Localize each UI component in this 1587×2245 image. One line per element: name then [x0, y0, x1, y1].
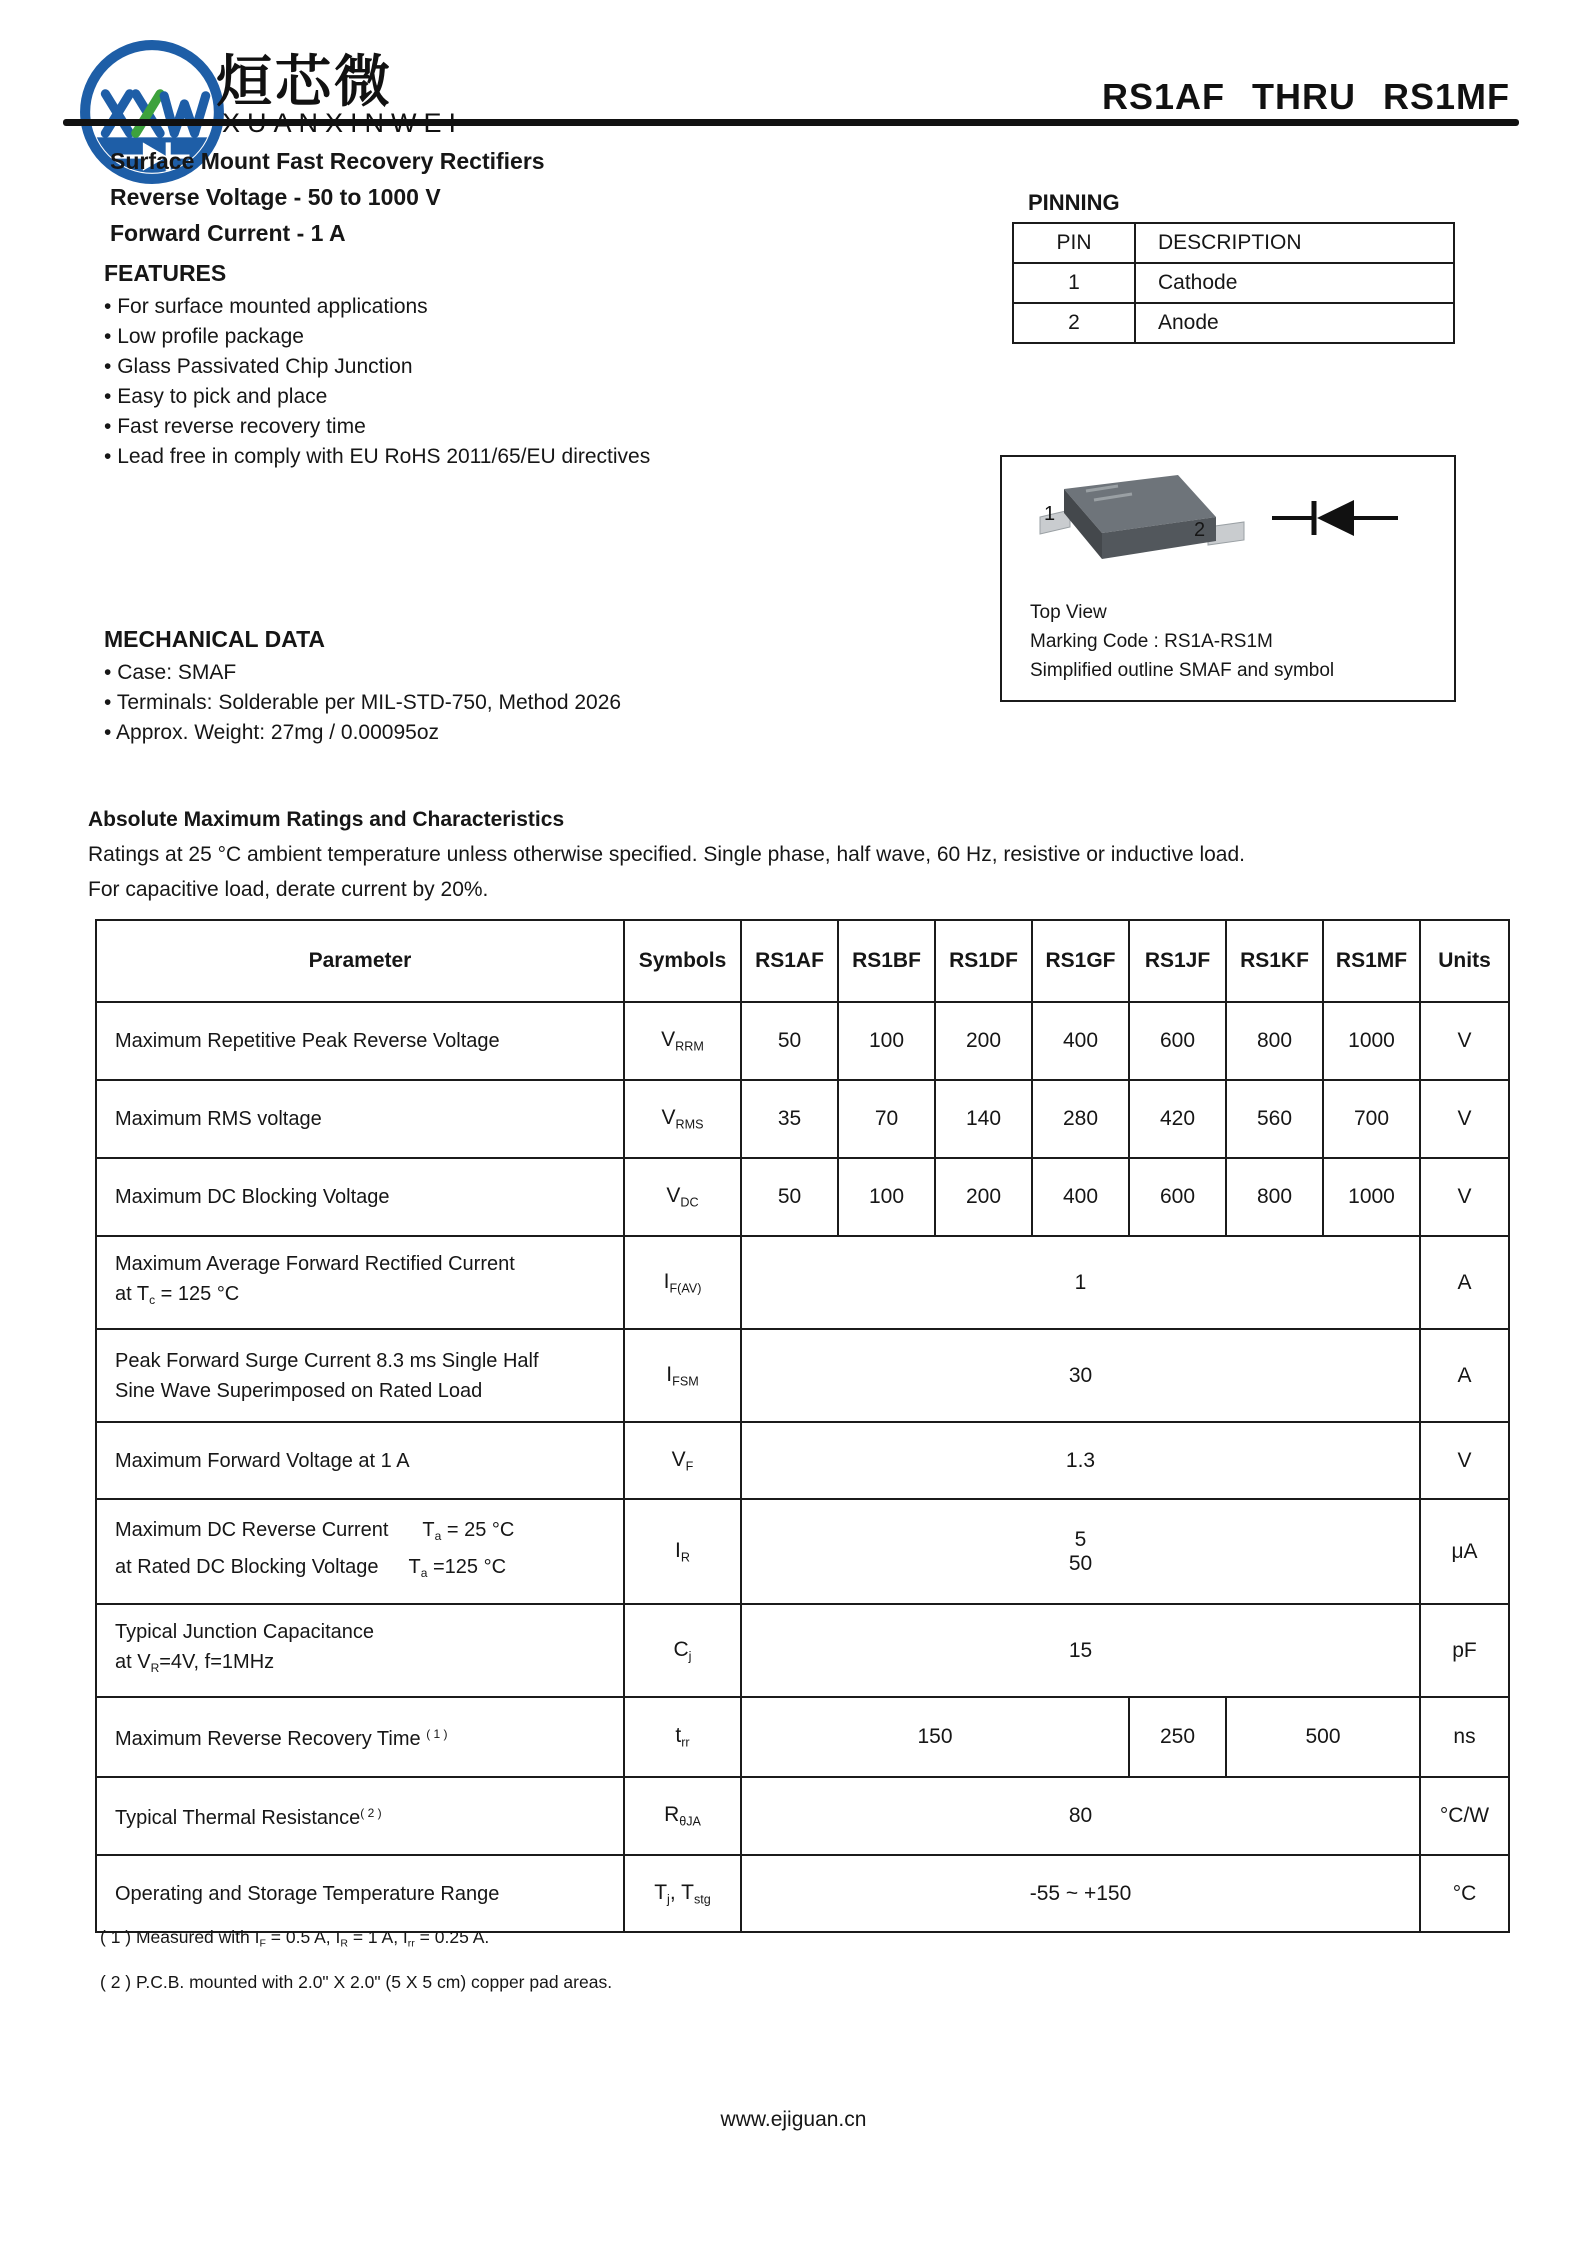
value-cell: 700	[1323, 1080, 1420, 1158]
value-cell: 400	[1032, 1158, 1129, 1236]
package-outline-box	[1000, 455, 1456, 702]
pin-description: Cathode	[1135, 263, 1454, 303]
column-header: Parameter	[96, 920, 624, 1002]
column-header: RS1KF	[1226, 920, 1323, 1002]
column-header: Units	[1420, 920, 1509, 1002]
units-cell: °C/W	[1420, 1777, 1509, 1855]
pinning-heading: PINNING	[1028, 190, 1120, 215]
value-cell: 1000	[1323, 1158, 1420, 1236]
diode-symbol	[1270, 495, 1400, 541]
symbol-cell: $R_{\theta JA}$	[624, 1777, 741, 1855]
symbol-cell: $t_{rr}$	[624, 1697, 741, 1777]
column-header: RS1JF	[1129, 920, 1226, 1002]
pin-column-header: PIN	[1013, 223, 1135, 263]
value-cell: -55 ~ +150	[741, 1855, 1420, 1932]
mechanical-list	[104, 658, 621, 748]
top-view-caption: Top View	[1030, 602, 1107, 623]
outline-caption: Simplified outline SMAF and symbol	[1030, 660, 1335, 681]
units-cell: V	[1420, 1080, 1509, 1158]
product-subtitle: Surface Mount Fast Recovery Rectifiers	[110, 148, 545, 174]
pinning-table	[1012, 222, 1455, 344]
value-cell: 800	[1226, 1002, 1323, 1080]
table-row	[96, 1697, 1509, 1777]
ratings-note-line2: For capacitive load, derate current by 20%.	[88, 878, 489, 901]
value-cell: 140	[935, 1080, 1032, 1158]
table-row	[96, 1422, 1509, 1499]
page-title: RS1AF THRU RS1MF	[1101, 76, 1510, 117]
ratings-table	[95, 919, 1510, 1933]
header-rule	[63, 119, 1519, 126]
mechanical-heading: MECHANICAL DATA	[104, 626, 326, 652]
value-cell: 50	[741, 1158, 838, 1236]
parameter-cell: Maximum Average Forward Rectified Current at $T_c = 125$ °C	[96, 1236, 624, 1329]
features-list	[104, 292, 650, 472]
ratings-note-line1: Ratings at 25 °C ambient temperature unless otherwise specified. Single phase, half wave, 60 Hz, resistive or inductive load.	[88, 843, 1245, 866]
value-cell: 800	[1226, 1158, 1323, 1236]
column-header: RS1AF	[741, 920, 838, 1002]
parameter-cell: Maximum Repetitive Peak Reverse Voltage	[96, 1002, 624, 1080]
ratings-table-header-row	[96, 920, 1509, 1002]
symbol-cell: $I_{FSM}$	[624, 1329, 741, 1422]
parameter-cell: Peak Forward Surge Current 8.3 ms Single Half Sine Wave Superimposed on Rated Load	[96, 1329, 624, 1422]
units-cell: pF	[1420, 1604, 1509, 1697]
value-cell: 1000	[1323, 1002, 1420, 1080]
pin-number: 2	[1013, 303, 1135, 343]
value-cell: 200	[935, 1002, 1032, 1080]
units-cell: V	[1420, 1422, 1509, 1499]
units-cell: A	[1420, 1236, 1509, 1329]
parameter-cell: Maximum DC Reverse Current $T_a = 25$ °C at Rated DC Blocking Voltage $T_a =125$ °C	[96, 1499, 624, 1604]
value-cell: 5 50	[741, 1499, 1420, 1604]
pinning-row	[1013, 263, 1454, 303]
footnotes	[100, 1918, 612, 2001]
column-header: RS1DF	[935, 920, 1032, 1002]
column-header: RS1GF	[1032, 920, 1129, 1002]
value-cell: 400	[1032, 1002, 1129, 1080]
value-cell: 600	[1129, 1158, 1226, 1236]
units-cell: A	[1420, 1329, 1509, 1422]
symbol-cell: $V_{RMS}$	[624, 1080, 741, 1158]
units-cell: V	[1420, 1002, 1509, 1080]
value-cell: 600	[1129, 1002, 1226, 1080]
table-row	[96, 1236, 1509, 1329]
value-cell: 420	[1129, 1080, 1226, 1158]
value-cell: 1.3	[741, 1422, 1420, 1499]
value-cell: 30	[741, 1329, 1420, 1422]
list-item: • Case: SMAF	[104, 658, 621, 688]
column-header: Symbols	[624, 920, 741, 1002]
value-cell: 250	[1129, 1697, 1226, 1777]
list-item: • Easy to pick and place	[104, 382, 650, 412]
pin1-label: 1	[1044, 503, 1056, 525]
list-item: • Glass Passivated Chip Junction	[104, 352, 650, 382]
symbol-cell: $C_j$	[624, 1604, 741, 1697]
value-cell: 15	[741, 1604, 1420, 1697]
column-header: RS1MF	[1323, 920, 1420, 1002]
units-cell: ns	[1420, 1697, 1509, 1777]
value-cell: 100	[838, 1002, 935, 1080]
table-row	[96, 1499, 1509, 1604]
description-column-header: DESCRIPTION	[1135, 223, 1454, 263]
pin2-label: 2	[1194, 519, 1206, 541]
table-row	[96, 1158, 1509, 1236]
units-cell: V	[1420, 1158, 1509, 1236]
footnote: ( 1 ) Measured with $I_F = 0.5$ A, $I_R = 1$ A, $I_{rr} = 0.25$ A.	[100, 1927, 490, 1950]
list-item: • Fast reverse recovery time	[104, 412, 650, 442]
ratings-heading: Absolute Maximum Ratings and Characteristics	[88, 808, 565, 831]
parameter-cell: Maximum DC Blocking Voltage	[96, 1158, 624, 1236]
list-item: • Lead free in comply with EU RoHS 2011/65/EU directives	[104, 442, 650, 472]
parameter-cell: Typical Thermal Resistance$^{( 2 )}$	[96, 1777, 624, 1855]
value-cell: 70	[838, 1080, 935, 1158]
list-item: • For surface mounted applications	[104, 292, 650, 322]
table-row	[96, 1002, 1509, 1080]
value-cell: 200	[935, 1158, 1032, 1236]
parameter-cell: Maximum Forward Voltage at 1 A	[96, 1422, 624, 1499]
pinning-header-row	[1013, 223, 1454, 263]
symbol-cell: $T_j$, $T_{stg}$	[624, 1855, 741, 1932]
table-row	[96, 1080, 1509, 1158]
symbol-cell: $V_{RRM}$	[624, 1002, 741, 1080]
value-cell: 100	[838, 1158, 935, 1236]
forward-current-line: Forward Current - 1 A	[110, 220, 346, 246]
value-cell: 1	[741, 1236, 1420, 1329]
parameter-cell: Typical Junction Capacitance at $V_R=4V$, f=1MHz	[96, 1604, 624, 1697]
table-row	[96, 1777, 1509, 1855]
value-cell: 80	[741, 1777, 1420, 1855]
value-cell: 35	[741, 1080, 838, 1158]
company-name-chinese: 烜芯微	[216, 50, 393, 115]
table-row	[96, 1329, 1509, 1422]
parameter-cell: Maximum RMS voltage	[96, 1080, 624, 1158]
pinning-row	[1013, 303, 1454, 343]
reverse-voltage-line: Reverse Voltage - 50 to 1000 V	[110, 184, 441, 210]
value-cell: 50	[741, 1002, 838, 1080]
value-cell: 150	[741, 1697, 1129, 1777]
list-item: • Low profile package	[104, 322, 650, 352]
symbol-cell: $V_F$	[624, 1422, 741, 1499]
value-cell: 280	[1032, 1080, 1129, 1158]
column-header: RS1BF	[838, 920, 935, 1002]
footer-url: www.ejiguan.cn	[720, 2108, 867, 2131]
smaf-package-drawing	[1012, 467, 1262, 587]
units-cell: μA	[1420, 1499, 1509, 1604]
footnote: ( 2 ) P.C.B. mounted with 2.0" X 2.0" (5 X 5 cm) copper pad areas.	[100, 1971, 613, 1992]
parameter-cell: Maximum Reverse Recovery Time $^{( 1 )}$	[96, 1697, 624, 1777]
pin-number: 1	[1013, 263, 1135, 303]
value-cell: 500	[1226, 1697, 1420, 1777]
list-item: • Terminals: Solderable per MIL-STD-750, Method 2026	[104, 688, 621, 718]
symbol-cell: $I_R$	[624, 1499, 741, 1604]
symbol-cell: $V_{DC}$	[624, 1158, 741, 1236]
pin-description: Anode	[1135, 303, 1454, 343]
features-heading: FEATURES	[104, 260, 227, 286]
pinning-table-body	[1013, 263, 1454, 343]
units-cell: °C	[1420, 1855, 1509, 1932]
list-item: • Approx. Weight: 27mg / 0.00095oz	[104, 718, 621, 748]
ratings-table-body	[96, 1002, 1509, 1932]
marking-code-caption: Marking Code : RS1A-RS1M	[1030, 631, 1273, 652]
table-row	[96, 1604, 1509, 1697]
value-cell: 560	[1226, 1080, 1323, 1158]
symbol-cell: $I_{F(AV)}$	[624, 1236, 741, 1329]
parameter-cell: Operating and Storage Temperature Range	[96, 1855, 624, 1932]
